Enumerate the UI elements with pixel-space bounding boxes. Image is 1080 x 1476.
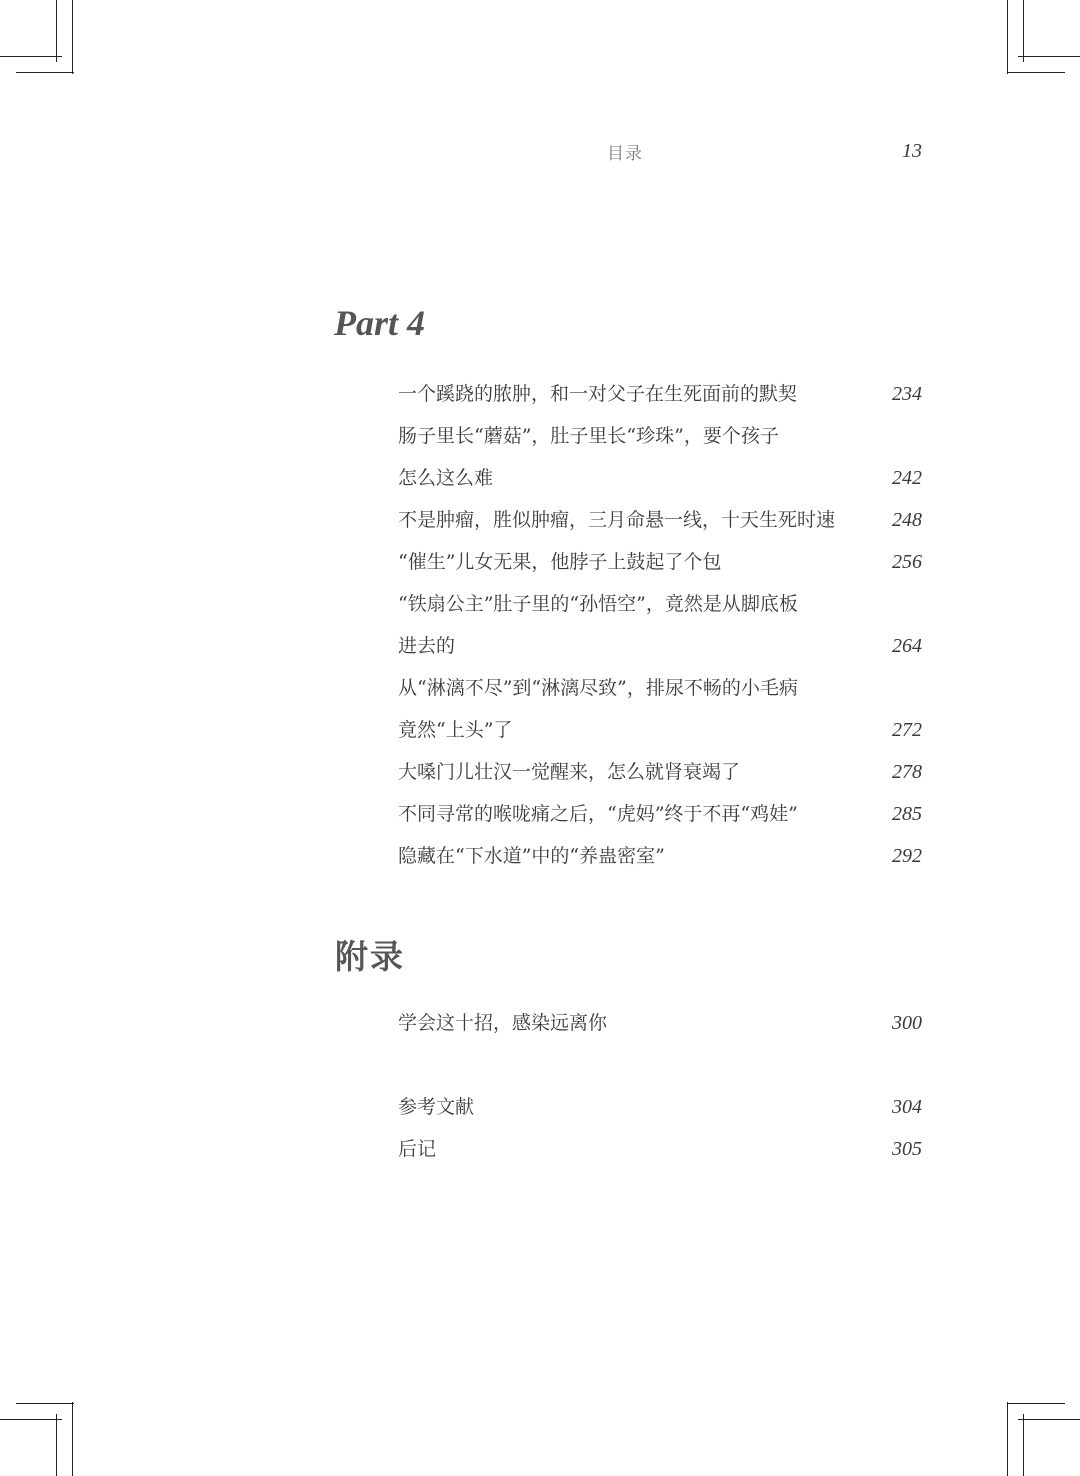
toc-entry-page: 248 xyxy=(892,509,922,531)
crop-mark xyxy=(1018,1419,1080,1420)
toc-entry-continuation[interactable] xyxy=(398,717,922,759)
toc-entry-continuation[interactable] xyxy=(398,633,922,675)
toc-entry-title: 怎么这么难 xyxy=(398,467,494,489)
toc-entry[interactable] xyxy=(398,507,922,549)
crop-mark xyxy=(1007,0,1008,74)
running-head: 目录 xyxy=(607,144,643,164)
crop-mark xyxy=(1023,0,1024,62)
toc-entry-page: 292 xyxy=(892,845,922,867)
appendix-heading: 附录 xyxy=(335,937,405,976)
toc-entry-title: 学会这十招，感染远离你 xyxy=(398,1012,608,1034)
toc-entry-title: 肠子里长“蘑菇”，肚子里长“珍珠”，要个孩子 xyxy=(398,425,779,447)
toc-entry[interactable] xyxy=(398,675,922,717)
toc-entry-page: 300 xyxy=(892,1012,922,1034)
toc-entry[interactable] xyxy=(398,801,922,843)
toc-entry-page: 304 xyxy=(892,1096,922,1118)
toc-entry-title: 从“淋漓不尽”到“淋漓尽致”，排尿不畅的小毛病 xyxy=(398,677,798,699)
toc-entry[interactable] xyxy=(398,843,922,885)
crop-mark xyxy=(16,72,74,73)
toc-entry-title: 不是肿瘤，胜似肿瘤，三月命悬一线，十天生死时速 xyxy=(398,509,836,531)
part-heading: Part 4 xyxy=(334,303,426,343)
crop-mark xyxy=(72,1402,73,1476)
crop-mark xyxy=(56,1414,57,1476)
crop-mark xyxy=(0,56,62,57)
toc-entry-page: 285 xyxy=(892,803,922,825)
toc-entry-title: 进去的 xyxy=(398,635,456,657)
toc-entry[interactable] xyxy=(398,759,922,801)
toc-entry-title: 隐藏在“下水道”中的“养蛊密室” xyxy=(398,845,665,867)
toc-entry-title: 一个蹊跷的脓肿，和一对父子在生死面前的默契 xyxy=(398,383,798,405)
toc-entry[interactable] xyxy=(398,423,922,465)
toc-entry-page: 278 xyxy=(892,761,922,783)
toc-entry-title: 竟然“上头”了 xyxy=(398,719,513,741)
toc-entry-title: “催生”儿女无果，他脖子上鼓起了个包 xyxy=(398,551,722,573)
toc-entry-title: 参考文献 xyxy=(398,1096,475,1118)
toc-entry-title: 大嗓门儿壮汉一觉醒来，怎么就肾衰竭了 xyxy=(398,761,741,783)
crop-mark xyxy=(16,1403,74,1404)
crop-mark xyxy=(1007,72,1065,73)
toc-entry-page: 256 xyxy=(892,551,922,573)
toc-entry[interactable] xyxy=(398,1094,922,1136)
toc-entry-page: 234 xyxy=(892,383,922,405)
crop-mark xyxy=(1007,1403,1065,1404)
toc-entry[interactable] xyxy=(398,381,922,423)
toc-entry-page: 305 xyxy=(892,1138,922,1160)
toc-entry-title: 后记 xyxy=(398,1138,437,1160)
toc-entry[interactable] xyxy=(398,591,922,633)
crop-mark xyxy=(1023,1414,1024,1476)
crop-mark xyxy=(72,0,73,74)
crop-mark xyxy=(56,0,57,62)
toc-entry-title: 不同寻常的喉咙痛之后，“虎妈”终于不再“鸡娃” xyxy=(398,803,798,825)
toc-entry[interactable] xyxy=(398,1136,922,1178)
toc-entry-page: 272 xyxy=(892,719,922,741)
toc-entry-continuation[interactable] xyxy=(398,465,922,507)
crop-mark xyxy=(1018,56,1080,57)
toc-entry[interactable] xyxy=(398,1010,922,1052)
toc-entry-title: “铁扇公主”肚子里的“孙悟空”，竟然是从脚底板 xyxy=(398,593,798,615)
crop-mark xyxy=(1007,1402,1008,1476)
crop-mark xyxy=(0,1419,62,1420)
page-number: 13 xyxy=(902,140,922,162)
toc-entry[interactable] xyxy=(398,549,922,591)
toc-entry-page: 264 xyxy=(892,635,922,657)
toc-entry-page: 242 xyxy=(892,467,922,489)
